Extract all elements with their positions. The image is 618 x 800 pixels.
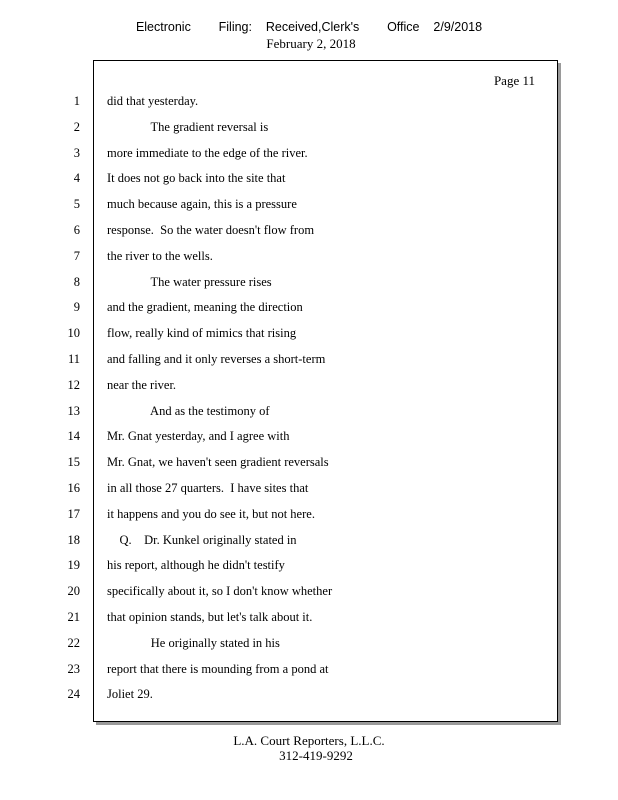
line-number: 22 — [67, 636, 80, 650]
line-number: 16 — [67, 481, 80, 495]
line-number: 5 — [73, 197, 80, 211]
line-text: and the gradient, meaning the direction — [107, 300, 303, 314]
line-text: in all those 27 quarters. I have sites that — [107, 481, 309, 495]
line-text: report that there is mounding from a pond at — [107, 662, 329, 676]
line-text: It does not go back into the site that — [107, 171, 286, 185]
line-number: 24 — [67, 687, 80, 701]
line-text: The gradient reversal is — [107, 120, 269, 134]
line-text: the river to the wells. — [107, 249, 213, 263]
line-text: The water pressure rises — [107, 275, 272, 289]
line-text: that opinion stands, but let's talk about it. — [107, 610, 313, 624]
line-text: it happens and you do see it, but not here. — [107, 507, 315, 521]
line-number: 12 — [67, 378, 80, 392]
line-number: 11 — [67, 352, 80, 366]
line-number: 9 — [73, 300, 80, 314]
line-number: 19 — [67, 558, 80, 572]
line-number: 6 — [73, 223, 80, 237]
filing-date: 2/9/2018 — [433, 20, 483, 34]
page-number: Page 11 — [493, 73, 535, 88]
filing-word-electronic: Electronic — [135, 20, 191, 34]
reporter-company: L.A. Court Reporters, L.L.C. — [233, 733, 385, 748]
line-text: much because again, this is a pressure — [107, 197, 297, 211]
line-number: 8 — [73, 275, 80, 289]
filing-word-office: Office — [387, 20, 420, 34]
line-number: 15 — [67, 455, 80, 469]
line-text: and falling and it only reverses a short-term — [107, 352, 326, 366]
line-text: And as the testimony of — [107, 404, 270, 418]
filing-stamp — [0, 20, 618, 34]
line-text: did that yesterday. — [107, 94, 199, 108]
line-text: his report, although he didn't testify — [107, 558, 285, 572]
line-text: Mr. Gnat yesterday, and I agree with — [107, 429, 290, 443]
line-text: Q. Dr. Kunkel originally stated in — [107, 533, 297, 547]
line-text: He originally stated in his — [107, 636, 280, 650]
line-text: specifically about it, so I don't know whether — [107, 584, 333, 598]
line-number: 17 — [67, 507, 80, 521]
line-number: 21 — [67, 610, 80, 624]
line-number: 1 — [73, 94, 80, 108]
filing-word-received: Received,Clerk's — [265, 20, 360, 34]
line-text: near the river. — [107, 378, 177, 392]
line-number: 23 — [67, 662, 80, 676]
reporter-phone: 312-419-9292 — [279, 748, 353, 763]
line-number: 2 — [73, 120, 80, 134]
line-text: more immediate to the edge of the river. — [107, 146, 308, 160]
line-number: 4 — [73, 171, 80, 185]
line-number: 7 — [73, 249, 80, 263]
line-number: 20 — [67, 584, 80, 598]
line-number: 3 — [73, 146, 80, 160]
line-text: flow, really kind of mimics that rising — [107, 326, 297, 340]
line-text: Mr. Gnat, we haven't seen gradient reversals — [107, 455, 329, 469]
line-number: 18 — [67, 533, 80, 547]
hearing-date: February 2, 2018 — [266, 36, 356, 51]
line-number: 14 — [67, 429, 80, 443]
line-text: response. So the water doesn't flow from — [107, 223, 315, 237]
filing-word-filing: Filing: — [218, 20, 252, 34]
line-text: Joliet 29. — [107, 687, 153, 701]
line-number: 13 — [67, 404, 80, 418]
line-number: 10 — [67, 326, 80, 340]
